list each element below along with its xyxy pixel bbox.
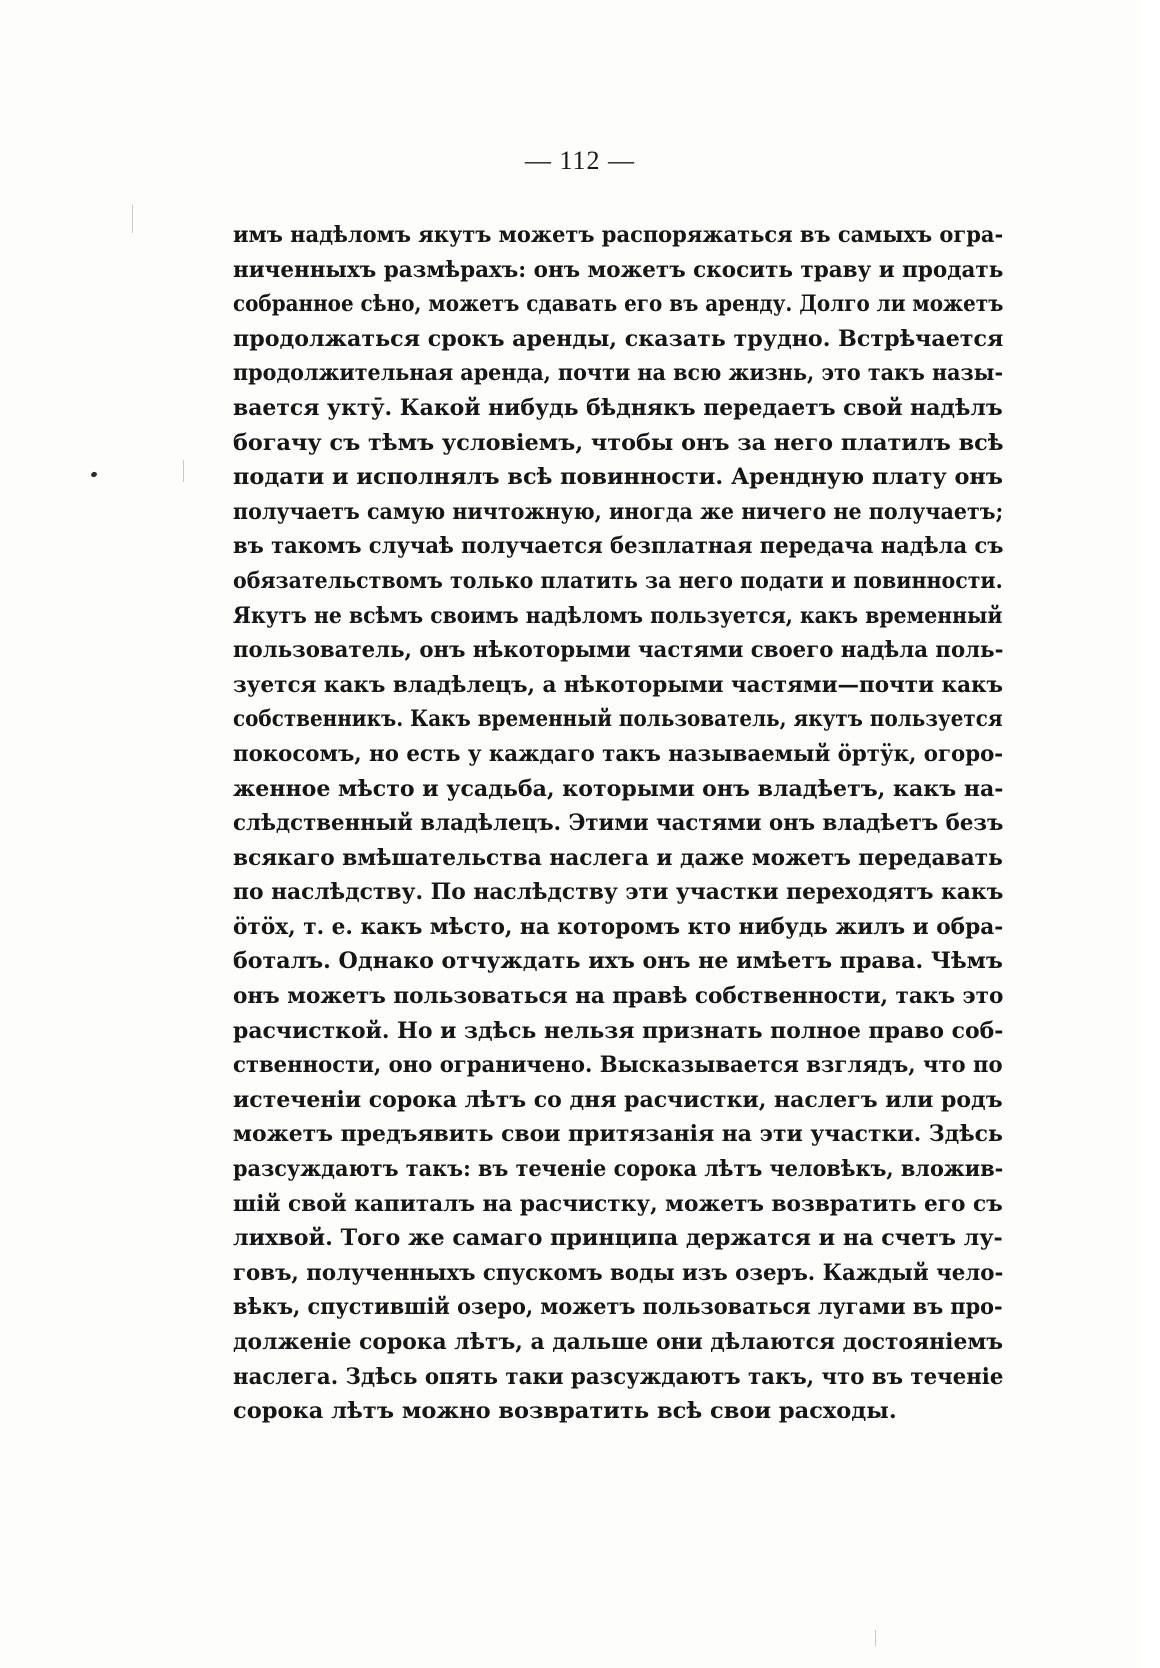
text-line: слѣдственный владѣлецъ. Этими частями онъ владѣетъ безъ [233,810,1004,837]
text-line: собственникъ. Какъ временный пользователь, якутъ пользуется [233,706,1003,733]
page-number: — 112 — [524,146,636,175]
text-line: расчисткой. Но и здѣсь нельзя признать полное право соб- [233,1017,1004,1044]
text-line: продолжаться срокъ аренды, сказать трудно. Встрѣчается [233,325,1004,352]
text-line: женное мѣсто и усадьба, которыми онъ владѣетъ, какъ на- [233,775,1004,802]
text-line: богачу съ тѣмъ условіемъ, чтобы онъ за него платилъ всѣ [233,429,1004,456]
text-line: покосомъ, но есть у каждаго такъ называемый ӧртӱк, огоро- [233,740,1004,767]
text-line: въ такомъ случаѣ получается безплатная передача надѣла съ [233,533,1004,560]
text-line: долженіе сорока лѣтъ, а дальше они дѣлаются достояніемъ [233,1329,1004,1355]
text-line: Якутъ не всѣмъ своимъ надѣломъ пользуется, какъ временный [233,602,1003,629]
text-line: наслега. Здѣсь опять таки разсуждаютъ такъ, что въ теченіе [233,1363,1004,1390]
margin-ink-mark [90,471,97,478]
text-line: истеченіи сорока лѣтъ со дня расчистки, наслегъ или родъ [233,1086,1003,1113]
text-line: онъ можетъ пользоваться на правѣ собственности, такъ это [233,983,1004,1010]
text-line: разсуждаютъ такъ: въ теченіе сорока лѣтъ человѣкъ, вложив- [233,1156,1004,1183]
text-line: собранное сѣно, можетъ сдавать его въ аренду. Долго ли можетъ [233,291,1004,318]
text-line: ӧтӧх, т. е. какъ мѣсто, на которомъ кто нибудь жилъ и обра- [233,913,1004,940]
text-line: можетъ предъявить свои притязанія на эти участки. Здѣсь [233,1121,1003,1148]
text-line: говъ, полученныхъ спускомъ воды изъ озеръ. Каждый чело- [233,1259,1004,1286]
scan-artifact-bottom [875,1630,876,1646]
text-line: боталъ. Однако отчуждать ихъ онъ не имѣетъ права. Чѣмъ [233,948,1003,975]
text-line: получаетъ самую ничтожную, иногда же ничего не получаетъ; [233,498,1004,525]
scan-artifact-left [132,205,133,233]
text-line: зуется какъ владѣлецъ, а нѣкоторыми частями—почти какъ [233,671,1004,698]
text-line: ственности, оно ограничено. Высказывается взглядъ, что по [233,1052,1003,1079]
text-line: подати и исполнялъ всѣ повинности. Арендную плату онъ [233,464,1003,491]
text-line: имъ надѣломъ якутъ можетъ распоряжаться въ самыхъ огра- [233,222,1004,248]
text-line: шій свой капиталъ на расчистку, можетъ возвратить его съ [233,1190,1003,1217]
text-line: всякаго вмѣшательства наслега и даже можетъ передавать [233,844,1003,871]
body-text [233,218,1003,1429]
text-line: по наслѣдству. По наслѣдству эти участки переходятъ какъ [233,879,1004,906]
text-line: обязательствомъ только платить за него подати и повинности. [233,567,1003,594]
text-line-last: сорока лѣтъ можно возвратить всѣ свои расходы. [233,1398,897,1425]
text-line: ниченныхъ размѣрахъ: онъ можетъ скосить траву и продать [233,256,1004,283]
text-line: продолжительная аренда, почти на всю жизнь, это такъ назы- [233,360,1004,387]
text-line: лихвой. Того же самаго принципа держатся и на счетъ лу- [233,1225,1003,1252]
text-line: вѣкъ, спустившій озеро, можетъ пользоваться лугами въ про- [233,1294,1003,1321]
scan-artifact-mid [183,460,184,482]
text-line: пользователь, онъ нѣкоторыми частями своего надѣла поль- [233,637,1004,664]
text-line: вается уктӯ. Какой нибудь бѣднякъ передаетъ свой надѣлъ [233,394,1003,421]
